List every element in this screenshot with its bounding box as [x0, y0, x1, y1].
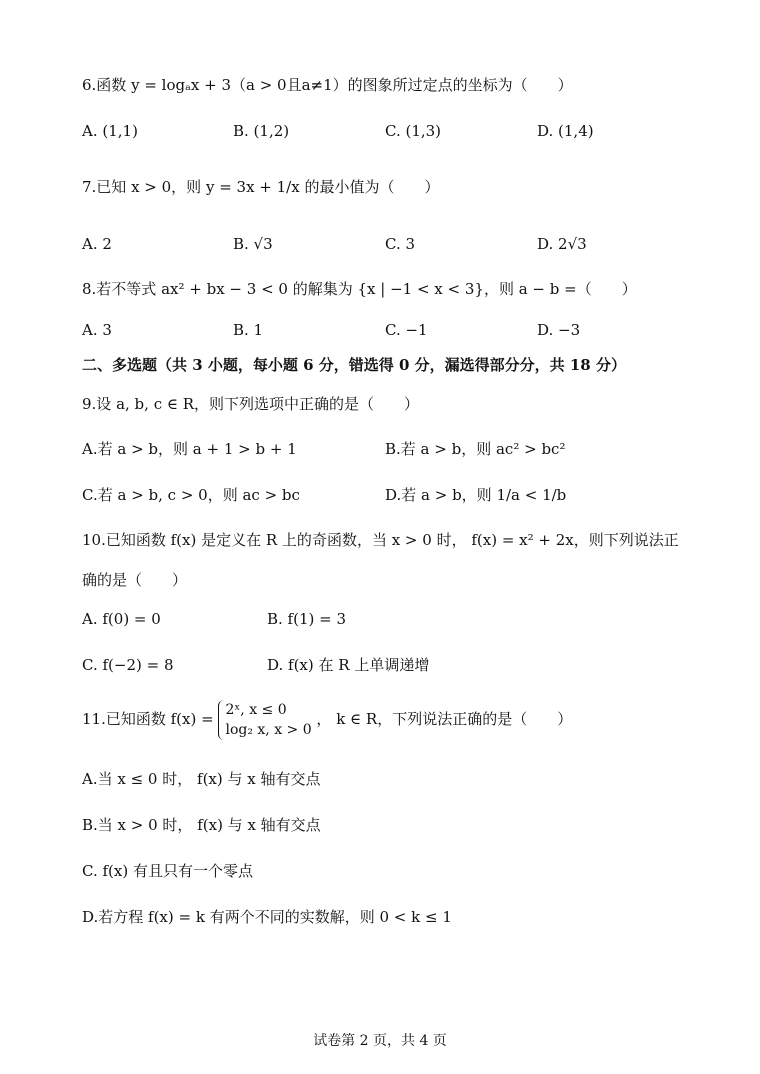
question-10-stem-line2: 确的是（ ） [82, 571, 188, 589]
question-6-option-a: A. (1,1) [82, 122, 138, 140]
question-6-option-d: D. (1,4) [537, 122, 594, 140]
question-8-option-c: C. −1 [385, 321, 428, 339]
question-10-stem-line1: 10.已知函数 f(x) 是定义在 R 上的奇函数，当 x > 0 时， f(x) = x² + 2x，则下列说法正 [82, 531, 679, 549]
piecewise-case-1: 2ˣ, x ≤ 0 [225, 702, 287, 718]
question-6-option-b: B. (1,2) [233, 122, 290, 140]
question-10-option-b: B. f(1) = 3 [267, 610, 347, 628]
question-10-option-a: A. f(0) = 0 [82, 610, 161, 628]
piecewise-case-2: log₂ x, x > 0 [225, 722, 312, 738]
question-8-stem: 8.若不等式 ax² + bx − 3 < 0 的解集为 {x | −1 < x < 3}，则 a − b =（ ） [82, 280, 637, 298]
question-9-option-a: A.若 a > b，则 a + 1 > b + 1 [82, 440, 297, 458]
question-7-option-b: B. √3 [233, 235, 273, 253]
question-9-option-c: C.若 a > b, c > 0，则 ac > bc [82, 486, 300, 504]
question-7-stem: 7.已知 x > 0，则 y = 3x + 1/x 的最小值为（ ） [82, 178, 440, 196]
question-11-option-d: D.若方程 f(x) = k 有两个不同的实数解，则 0 < k ≤ 1 [82, 908, 452, 926]
question-11-option-c: C. f(x) 有且只有一个零点 [82, 862, 253, 880]
question-9-stem: 9.设 a, b, c ∈ R，则下列选项中正确的是（ ） [82, 395, 420, 413]
question-11-stem-suffix: ， k ∈ R，下列说法正确的是（ ） [316, 710, 573, 728]
question-8-option-d: D. −3 [537, 321, 581, 339]
question-11-option-a: A.当 x ≤ 0 时， f(x) 与 x 轴有交点 [82, 770, 321, 788]
question-7-option-a: A. 2 [82, 235, 112, 253]
question-10-option-c: C. f(−2) = 8 [82, 656, 174, 674]
piecewise-brace [218, 700, 311, 740]
question-7-option-c: C. 3 [385, 235, 416, 253]
question-8-option-a: A. 3 [82, 321, 112, 339]
question-8-option-b: B. 1 [233, 321, 264, 339]
page-footer: 试卷第 2 页，共 4 页 [313, 1033, 447, 1049]
question-9-option-b: B.若 a > b，则 ac² > bc² [385, 440, 566, 458]
question-11-option-b: B.当 x > 0 时， f(x) 与 x 轴有交点 [82, 816, 321, 834]
question-9-option-d: D.若 a > b，则 1/a < 1/b [385, 486, 567, 504]
question-11-stem [82, 700, 572, 740]
question-7-option-d: D. 2√3 [537, 235, 587, 253]
section-2-title: 二、多选题（共 3 小题，每小题 6 分，错选得 0 分，漏选得部分分，共 18 分） [82, 356, 626, 374]
question-6-option-c: C. (1,3) [385, 122, 442, 140]
question-6-stem: 6.函数 y = logₐx + 3（a > 0且a≠1）的图象所过定点的坐标为（ ） [82, 76, 573, 94]
question-11-stem-prefix: 11.已知函数 f(x) = [82, 710, 214, 728]
question-10-option-d: D. f(x) 在 R 上单调递增 [267, 656, 430, 674]
